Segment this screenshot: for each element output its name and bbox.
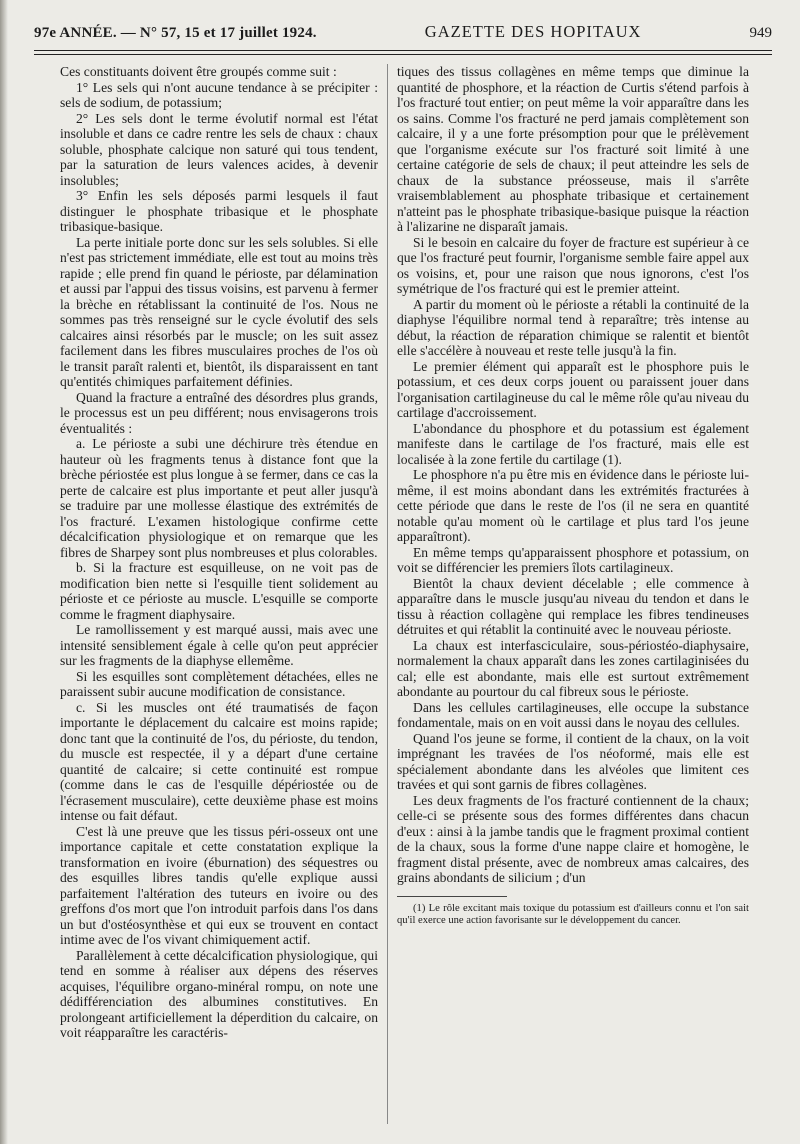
paragraph: 3° Enfin les sels déposés parmi lesquels il faut distinguer le phosphate tribasique et le phosphate tribasique-basique. [60,188,378,234]
left-column [60,64,378,1041]
paragraph: Les deux fragments de l'os fracturé contiennent de la chaux; celle-ci se présente sous des formes différentes dans chacun d'eux : ainsi à la jambe tandis que le fragment proximal contient de la chaux, sous la forme d'une nappe claire et homogène, le fragment distal présente, avec de nombreux amas calcaires, des grains abondants de silicium ; d'un [397,792,749,885]
footnote-rule [397,896,507,897]
binding-shadow [0,0,8,1144]
paragraph: 2° Les sels dont le terme évolutif normal est l'état insoluble et dans ce cadre rentre les sels de chaux : chaux soluble, phosphate calcique non saturé qui tous tendent, par la saturation de leurs valences acides, à devenir insolubles; [60,110,378,188]
paragraph: c. Si les muscles ont été traumatisés de façon importante le déplacement du calcaire est moins rapide; donc tant que la continuité de l'os, du périoste, du tendon, du muscle est respectée, il y a départ d'une certaine quantité de calcaire; si cette continuité est rompue (comme dans le cas de l'esquille dépériostée ou de l'écrasement musculaire), cette deuxième phase est moins intense ou fait défaut. [60,699,378,823]
paragraph: Parallèlement à cette décalcification physiologique, qui tend en somme à réaliser aux dépens des réserves acquises, l'équilibre organo-minéral rompu, on note une dédifférenciation des albumines constitutives. En prolongeant artificiellement la déperdition du calcaire, on voit réapparaître les caractéris- [60,947,378,1040]
header-rule-bottom [34,54,772,55]
paragraph: L'abondance du phosphore et du potassium est également manifeste dans le cartilage de l'os fracturé, mais elle est localisée à la zone fertile du cartilage (1). [397,420,749,467]
paragraph: Le ramollissement y est marqué aussi, mais avec une intensité sensiblement égale à celle qu'on peut apprécier sur les fragments de la diaphyse ellemême. [60,622,378,668]
paragraph: Si le besoin en calcaire du foyer de fracture est supérieur à ce que l'os fracturé peut fournir, l'organisme semble faire appel aux os voisins, et, pour une raison que nous ignorons, c'est l'os symétrique de l'os fracturé qui est le premier atteint. [397,234,749,296]
paragraph: Le phosphore n'a pu être mis en évidence dans le périoste lui-même, il est moins abondant dans les extrémités fracturées à cette période que dans le reste de l'os (il ne sera en quantité notable qu'au moment où le cartilage et plus tard l'os jeune apparaîtront). [397,467,749,544]
header-rule-top [34,50,772,51]
paragraph: 1° Les sels qui n'ont aucune tendance à se précipiter : sels de sodium, de potassium; [60,79,378,110]
paragraph: Bientôt la chaux devient décelable ; elle commence à apparaître dans le muscle jusqu'au niveau du tendon et dans le tissu à réaction collagène qui remplace les fibres tendineuses détruites et qui rétablit la continuité avec le nouveau périoste. [397,575,749,637]
paragraph: tiques des tissus collagènes en même temps que diminue la quantité de phosphore, et la réaction de Curtis s'étend parfois à l'os fracturé tout entier; on peut même la voir apparaître dans les os sains. Comme l'os fracturé ne perd jamais complètement son calcaire, il y a une forte présomption pour que le prélèvement que l'organisme exécute sur l'os fracturé soit limité à une certaine catégorie de sels de chaux; il peut atteindre les sels de chaux de la substance préosseuse, mais il s'arrête vraisemblablement au phosphate tribasique et certainement n'atteint pas le phosphate tribasique-basique puisque la réaction à l'alizarine ne disparaît jamais. [397,64,749,234]
column-divider [387,64,388,1124]
paragraph: Si les esquilles sont complètement détachées, elles ne paraissent subir aucune modification de consistance. [60,668,378,699]
paragraph: Dans les cellules cartilagineuses, elle occupe la substance fondamentale, mais on en voit aussi dans le noyau des cellules. [397,699,749,730]
page-header [34,22,772,48]
paragraph: En même temps qu'apparaissent phosphore et potassium, on voit se différencier les premiers îlots cartilagineux. [397,544,749,575]
paragraph: La chaux est interfasciculaire, sous-périostéo-diaphysaire, normalement la chaux apparaît dans les zones cartilaginisées du cal; elle est abondante, mais elle est surtout extrêmement abondante au pourtour du cal fibreux sous le périoste. [397,637,749,699]
paragraph: A partir du moment où le périoste a rétabli la continuité de la diaphyse l'équilibre normal tend à reparaître; très intense au début, la réaction de réparation chimique se ralentit et bientôt elle s'accélère à nouveau et reste telle jusqu'à la fin. [397,296,749,358]
paragraph: Ces constituants doivent être groupés comme suit : [60,64,337,79]
footnote: (1) Le rôle excitant mais toxique du potassium est d'ailleurs connu et l'on sait qu'il exerce une action favorisante sur le développement du cancer. [397,902,749,926]
paragraph: Le premier élément qui apparaît est le phosphore puis le potassium, et ces deux corps jouent ou paraissent jouer dans l'organisation cartilagineuse du cal le même rôle qu'au niveau du cartilage d'accroissement. [397,358,749,420]
paragraph: Quand la fracture a entraîné des désordres plus grands, le processus est un peu différent; nous envisagerons trois éventualités : [60,389,378,436]
paragraph: Quand l'os jeune se forme, il contient de la chaux, on la voit imprégnant les travées de l'os néoformé, mais elle est spécialement abondante dans les alvéoles que limitent ces travées et qui sont garnis de fibres collagènes. [397,730,749,792]
page-number: 949 [749,25,772,41]
paragraph: C'est là une preuve que les tissus péri-osseux ont une importance capitale et cette constatation explique la transformation en ivoire (éburnation) des séquestres ou des esquilles libres tandis qu'elle explique aussi parfaitement l'altération des tuteurs en ivoire ou des greffons d'os mort que l'on introduit parfois dans l'os dans un but d'ostéosynthèse et qui eux se trouvent en contact intime avec de l'os vivant chimiquement actif. [60,823,378,947]
paragraph: b. Si la fracture est esquilleuse, on ne voit pas de modification bien nette si l'esquille tient solidement au périoste et ce périoste au muscle. L'esquille se comporte comme le fragment diaphysaire. [60,560,378,622]
right-column [397,64,749,928]
issue-line: 97e ANNÉE. — N° 57, 15 et 17 juillet 1924. [34,25,317,41]
journal-title: GAZETTE DES HOPITAUX [424,22,642,41]
paragraph: a. Le périoste a subi une déchirure très étendue en hauteur où les fragments tenus à distance font que la brèche périostée est plus longue à se fermer, dans ce cas la perte de calcaire est plus importante et peut aller jusqu'à se traduire par une mollesse élastique des extrémités de l'os fracturé. L'examen histologique confirme cette décalcification physiologique et on remarque que les fibres de Sharpey sont plus nombreuses et plus colorables. [60,436,379,560]
paragraph: La perte initiale porte donc sur les sels solubles. Si elle n'est pas strictement immédiate, elle est tout au moins très rapide ; elle prend fin quand le périoste, par délamination et aussi par l'appui des tissus voisins, est parvenu à fermer la brèche en rétablissant la continuité de l'os. Nous ne sommes pas très renseigné sur le cycle évolutif des sels calcaires ainsi résorbés par le muscle; on les suit assez facilement dans les fibres musculaires proches de l'os où le transit paraît ralenti et, bientôt, ils disparaissent en tant qu'entités chimiques parfaitement définies. [60,234,378,389]
